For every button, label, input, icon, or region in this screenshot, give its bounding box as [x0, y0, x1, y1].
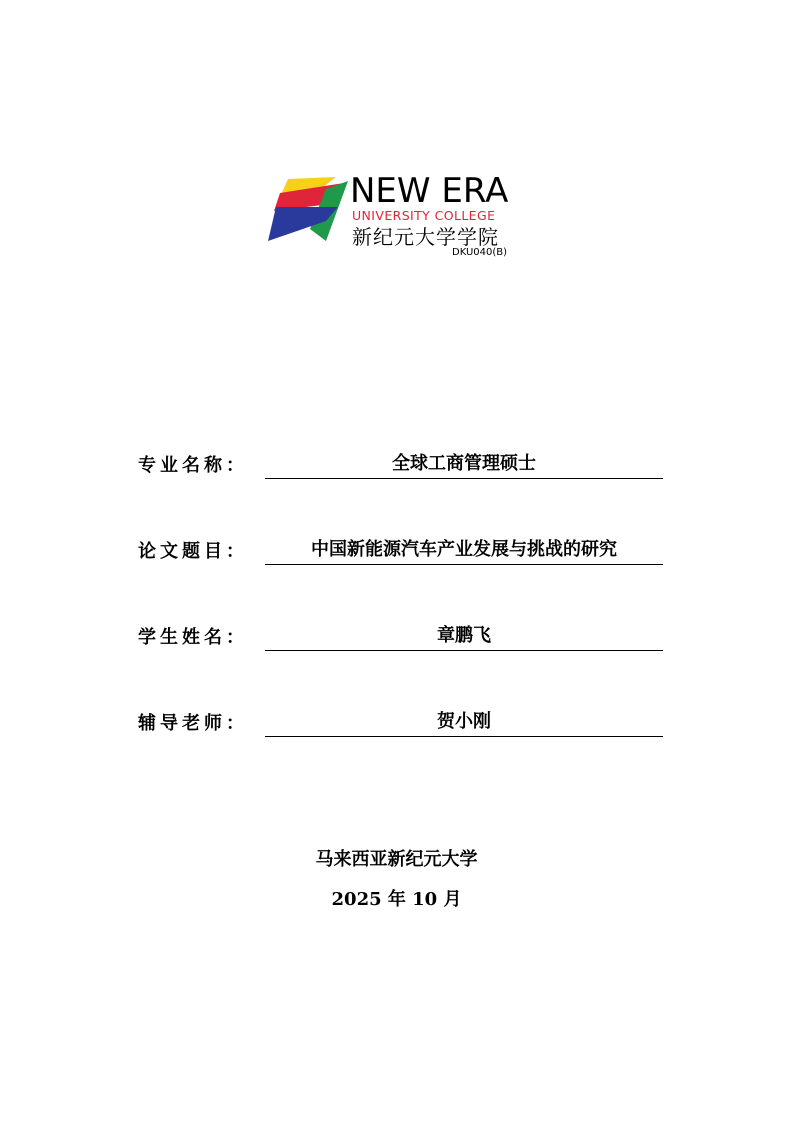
- logo-subtitle-en: UNIVERSITY COLLEGE: [352, 208, 496, 223]
- logo-emblem-icon: [266, 175, 350, 247]
- field-advisor: [138, 711, 663, 741]
- logo-name-zh: 新纪元大学学院: [352, 225, 499, 249]
- footer-university: 马来西亚新纪元大学: [315, 849, 478, 870]
- field-major: [138, 453, 663, 483]
- field-value: 贺小刚: [265, 707, 663, 737]
- field-student-name: [138, 625, 663, 655]
- field-value: 中国新能源汽车产业发展与挑战的研究: [265, 535, 663, 565]
- field-label: 专业名称：: [138, 455, 248, 476]
- university-logo: [266, 171, 526, 263]
- field-label: 辅导老师：: [138, 713, 248, 734]
- logo-code: DKU040(B): [452, 247, 508, 258]
- logo-name-en: NEW ERA: [350, 171, 509, 211]
- field-value: 全球工商管理硕士: [265, 449, 663, 479]
- field-value: 章鹏飞: [265, 621, 663, 651]
- footer-date: 2025 年 10 月: [331, 889, 462, 910]
- field-label: 论文题目：: [138, 541, 248, 562]
- field-thesis-title: [138, 539, 663, 569]
- field-label: 学生姓名：: [138, 627, 248, 648]
